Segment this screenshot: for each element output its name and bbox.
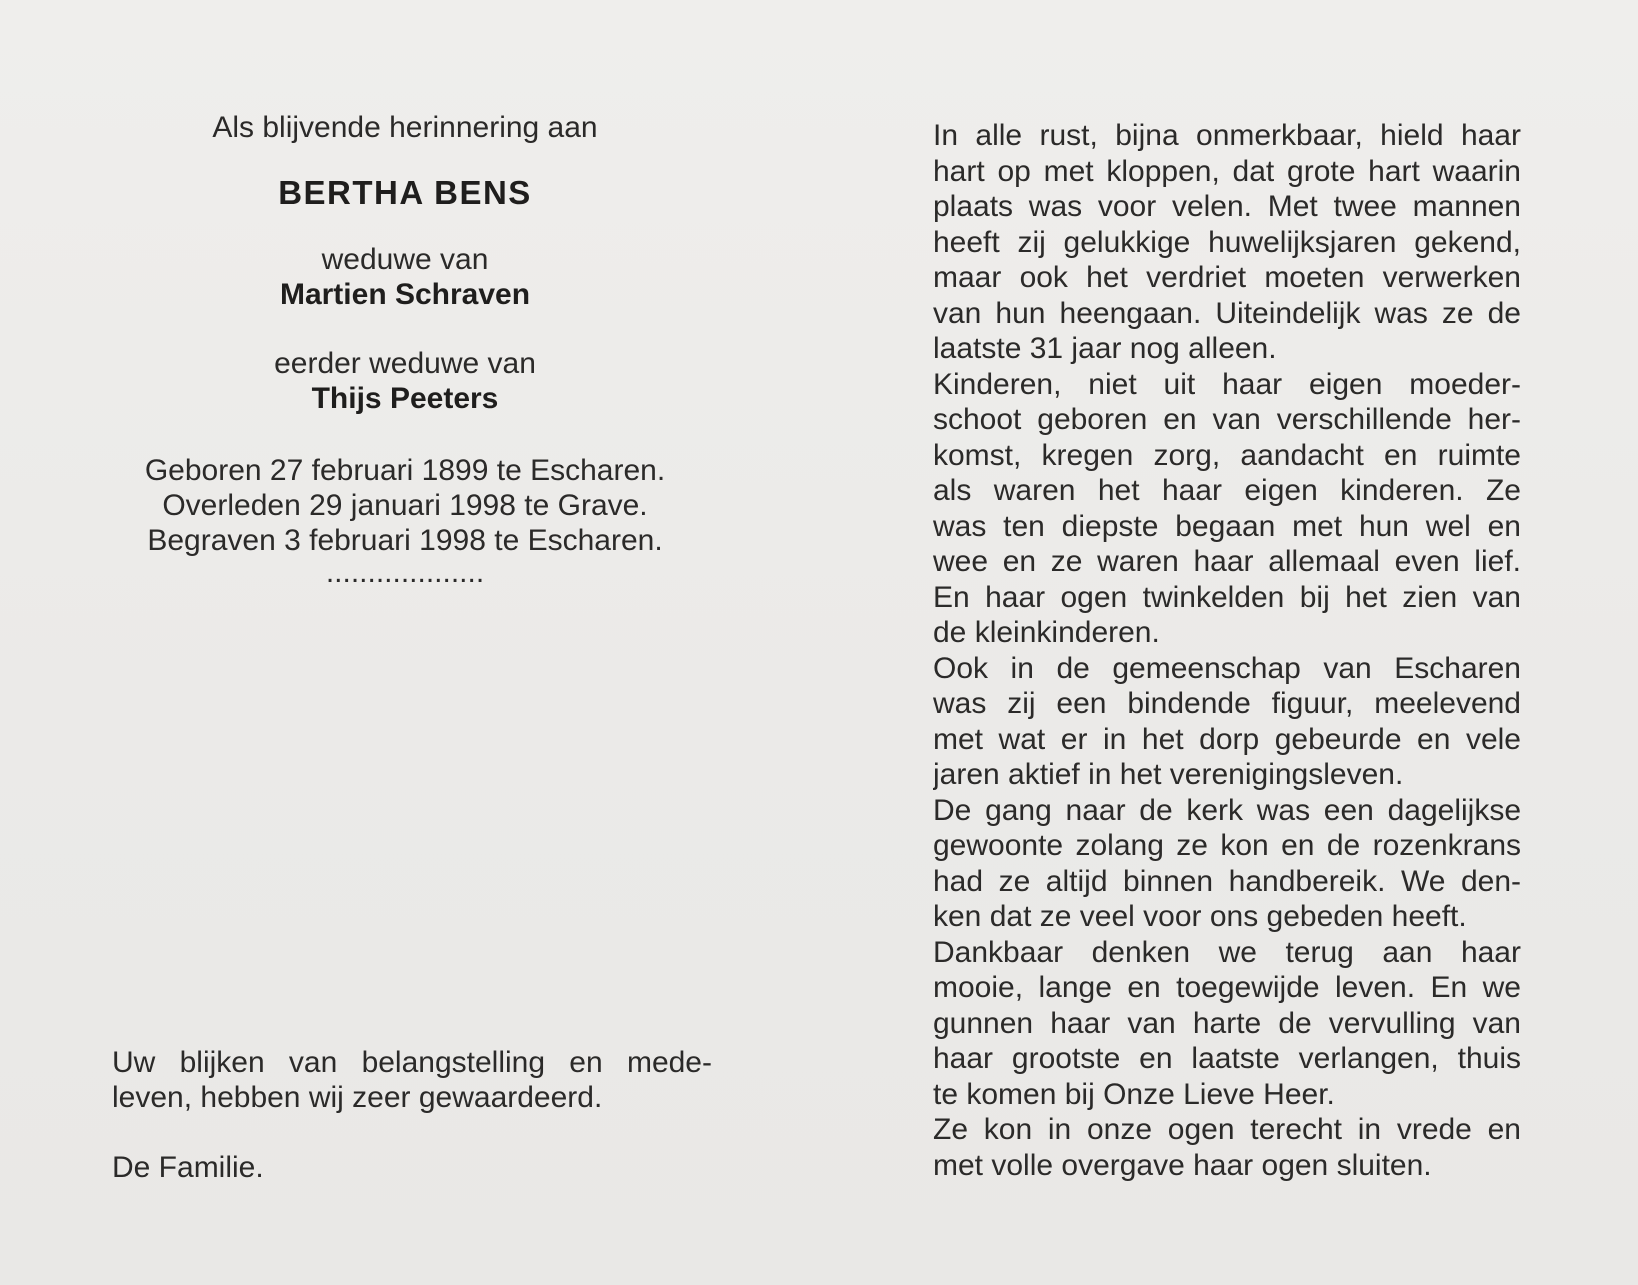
memorial-text-line: En haar ogen twinkelden bij het zien van [933,580,1521,614]
memorial-text-line: haar grootste en laatste verlangen, thuis [933,1042,1521,1075]
death-date-line: Overleden 29 januari 1998 te Grave. [162,489,648,522]
deceased-name: BERTHA BENS [278,174,532,211]
memorial-text-line: Ook in de gemeenschap van Escharen [933,651,1521,685]
intro-text: Als blijvende herinnering aan [212,111,598,144]
memorial-text-line: ken dat ze veel voor ons gebeden heeft. [933,900,1467,933]
closing-message [112,1045,712,1115]
memorial-text-line: met wat er in het dorp gebeurde en vele [933,722,1521,756]
earlier-widow-of-label: eerder weduwe van [274,347,536,380]
memorial-text-line: jaren aktief in het verenigingsleven. [933,758,1404,791]
burial-date-line: Begraven 3 februari 1998 te Escharen. [147,524,663,557]
family-signature: De Familie. [112,1151,264,1184]
memorial-text-line: komst, kregen zorg, aandacht en ruimte [933,438,1521,472]
memorial-text-line: De gang naar de kerk was een dagelijkse [933,793,1521,827]
memorial-text-line: als waren het haar eigen kinderen. Ze [933,474,1521,507]
memorial-text-line: met volle overgave haar ogen sluiten. [933,1148,1432,1182]
memorial-text-line: van hun heengaan. Uiteindelijk was ze de [933,296,1521,330]
dotted-separator: ................... [325,556,485,589]
memorial-text-line: Kinderen, niet uit haar eigen moeder- [933,367,1521,401]
birth-date-line: Geboren 27 februari 1899 te Escharen. [144,454,666,487]
memorial-text-line: gewoonte zolang ze kon en de rozenkrans [933,829,1521,862]
memorial-text-line: Dankbaar denken we terug aan haar [933,935,1521,969]
memorial-text-line: In alle rust, bijna onmerkbaar, hield haar [933,119,1521,152]
memorial-text-line: had ze altijd binnen handbereik. We den- [933,864,1521,898]
spouse-2-name: Thijs Peeters [311,382,499,415]
memorial-text-line: wee en ze waren haar allemaal even lief. [933,545,1521,578]
memorial-text-line: mooie, lange en toegewijde leven. En we [933,971,1521,1004]
memorial-text-line: laatste 31 jaar nog alleen. [933,332,1277,365]
memorial-text-line: gunnen haar van harte de vervulling van [933,1006,1521,1040]
spouse-1-name: Martien Schraven [279,278,531,311]
memorial-text-line: maar ook het verdriet moeten verwerken [933,261,1521,294]
memorial-text-line: plaats was voor velen. Met twee mannen [933,190,1521,223]
memorial-text-line: hart op met kloppen, dat grote hart waarin [933,154,1521,188]
closing-line: Uw blijken van belangstelling en mede- [112,1046,712,1079]
widow-of-label: weduwe van [321,243,489,276]
memorial-text-line: heeft zij gelukkige huwelijksjaren gekend, [933,225,1521,259]
memorial-text-line: was ten diepste begaan met hun wel en [933,509,1521,543]
memorial-text-line: schoot geboren en van verschillende her- [933,403,1521,436]
closing-line: leven, hebben wij zeer gewaardeerd. [112,1081,603,1114]
memorial-text-line: te komen bij Onze Lieve Heer. [933,1077,1335,1111]
memorial-text-column [933,118,1521,1183]
memorial-text-line: de kleinkinderen. [933,616,1160,649]
memorial-left-column [95,110,715,588]
memorial-text-line: was zij een bindende figuur, meelevend [933,687,1521,720]
memorial-text-line: Ze kon in onze ogen terecht in vrede en [933,1113,1521,1146]
